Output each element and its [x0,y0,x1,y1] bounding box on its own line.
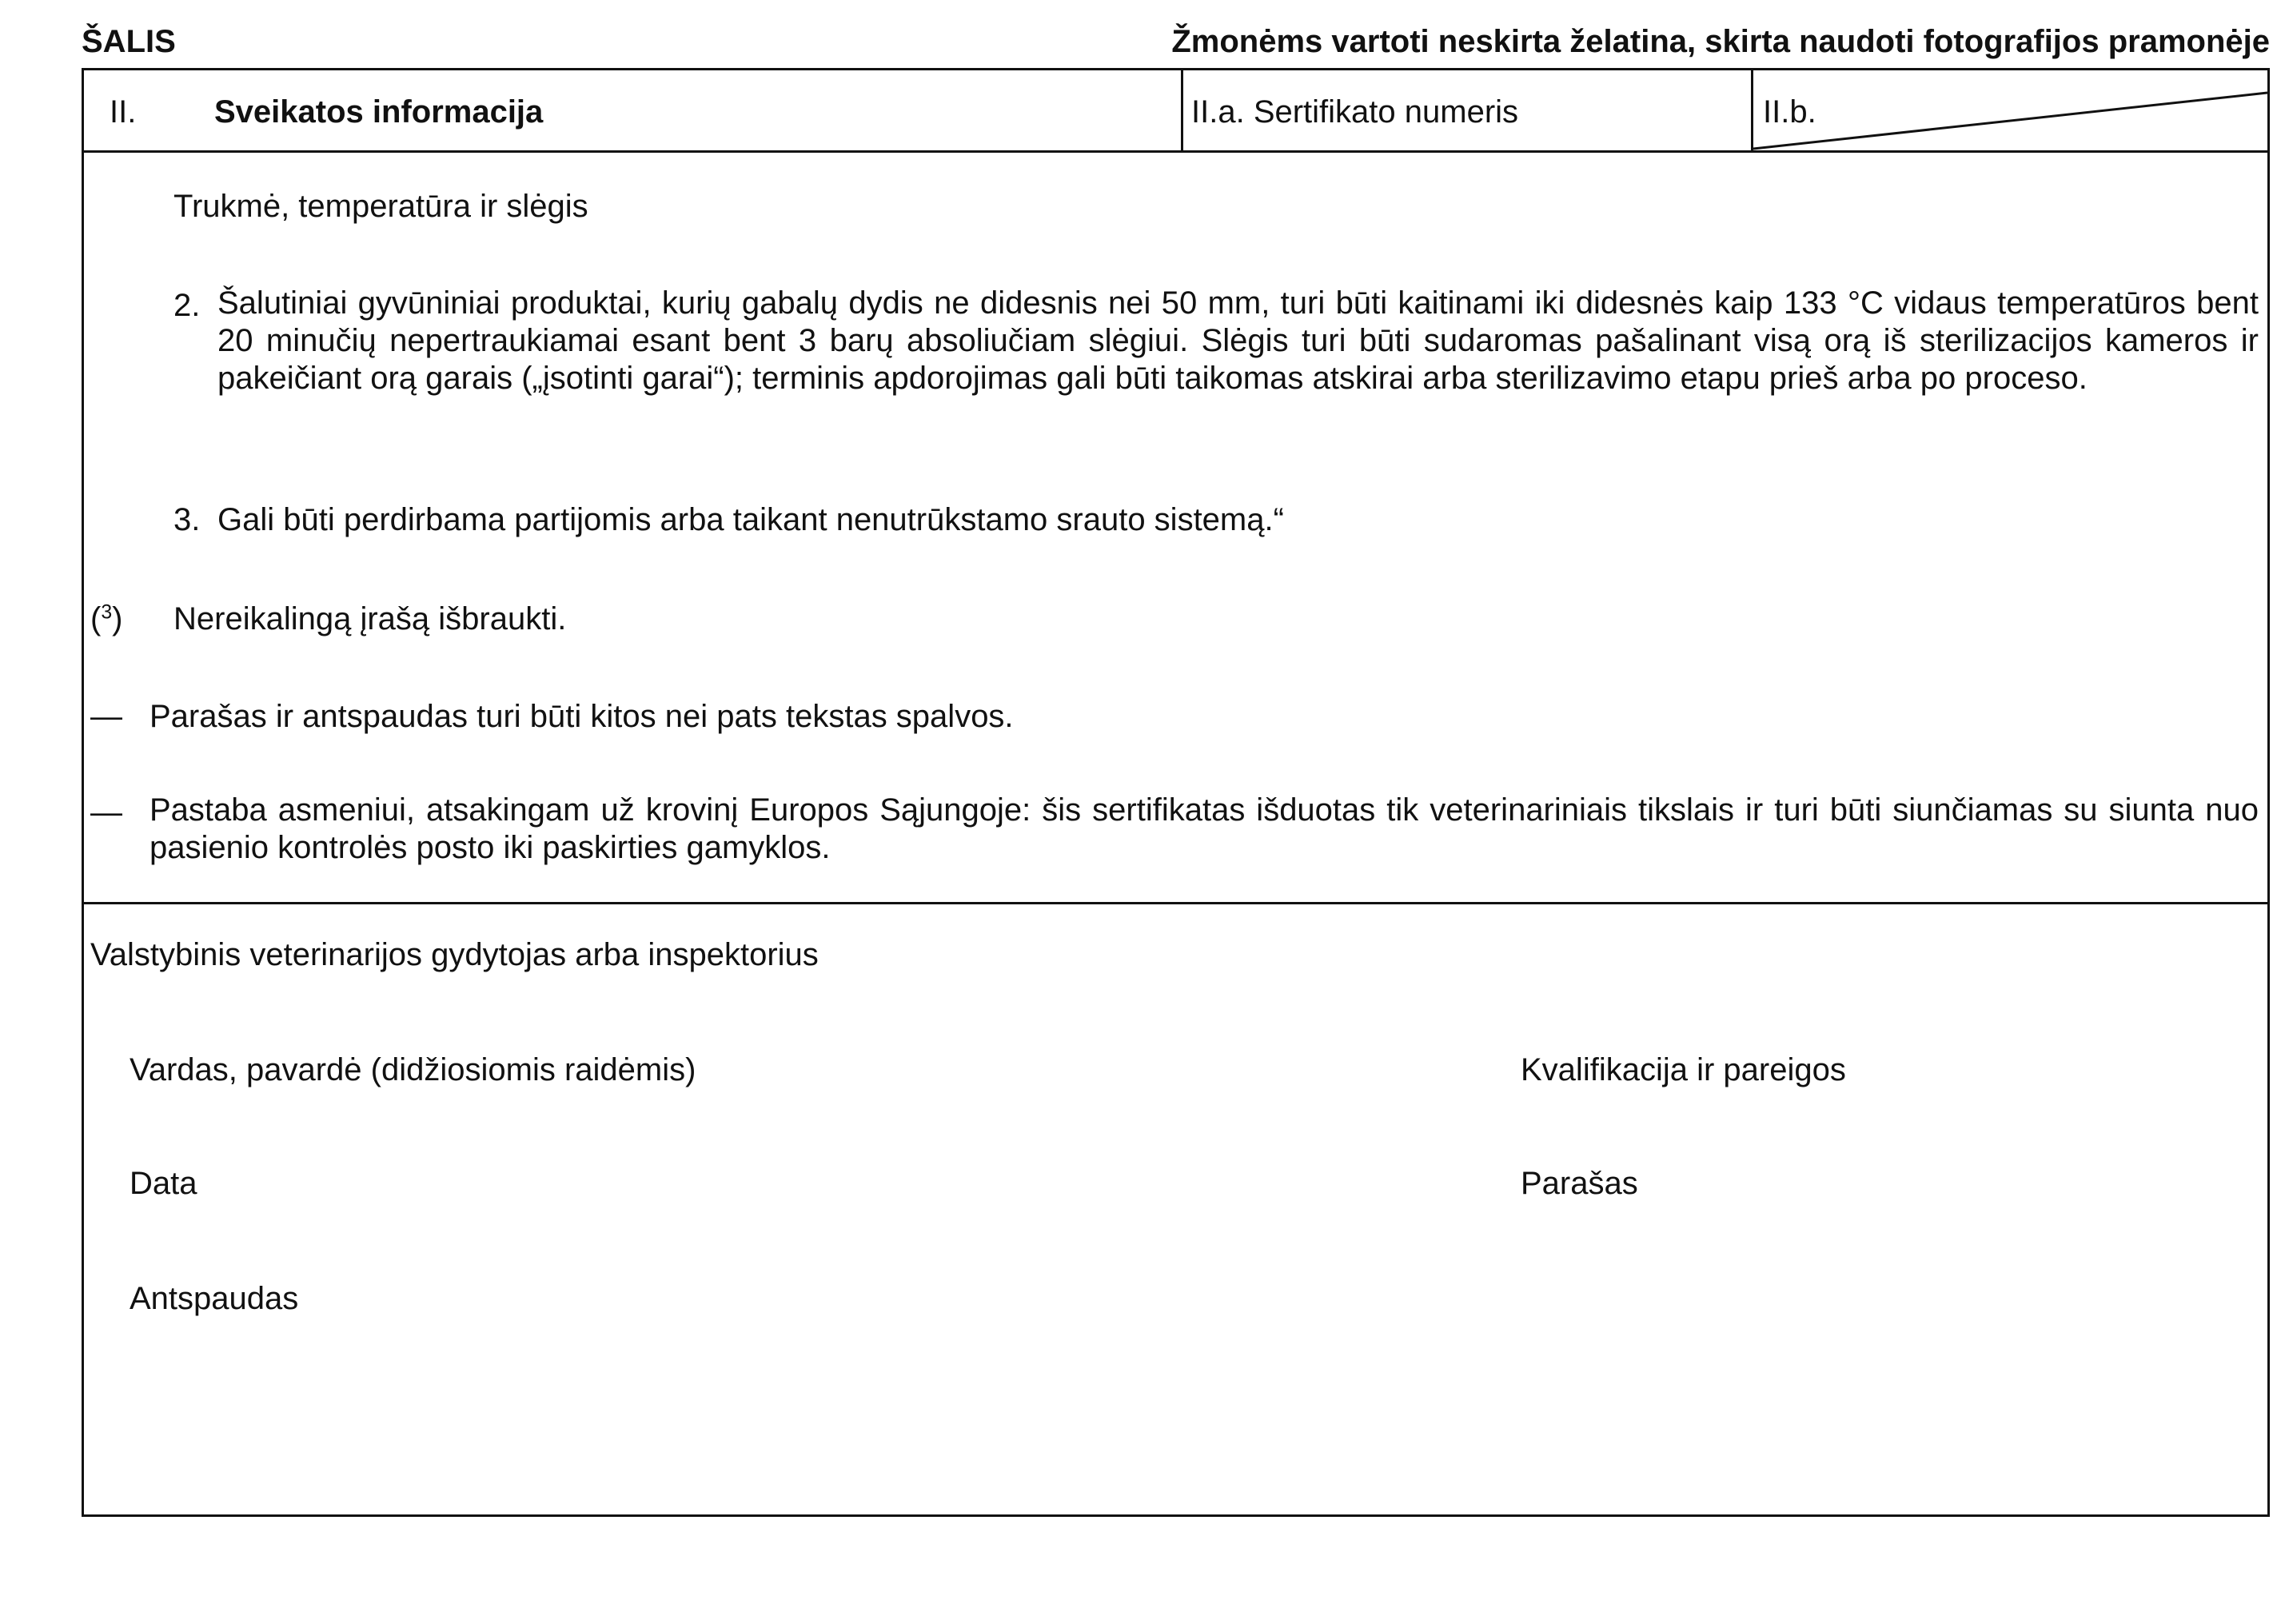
subheading: Trukmė, temperatūra ir slėgis [173,189,588,224]
stamp-label: Antspaudas [130,1281,299,1316]
footnote-open: ( [90,601,102,636]
note1-text: Parašas ir antspaudas turi būti kitos nei pats tekstas spalvos. [150,699,1014,734]
footnote-close: ) [112,601,123,636]
section-number: II. [110,94,137,130]
note1-dash: — [90,699,122,734]
section-title: Sveikatos informacija [214,94,544,130]
item2-text: Šalutiniai gyvūniniai produktai, kurių gabalų dydis ne didesnis nei 50 mm, turi būti kaitinami iki didesnės kaip 133 °C vidaus temperatūros bent 20 minučių nepertraukiamai esant bent 3 barų absoliučiam slėgiui. Slėgis turi būti sudaromas pašalinant visą orą iš sterilizacijos kameros ir pakeičiant orą garais („įsotinti garai“); terminis apdorojimas gali būti taikomas atskirai arba sterilizavimo etapu prieš arba po proceso. [217,285,2259,396]
document-title: Žmonėms vartoti neskirta želatina, skirta naudoti fotografijos pramonėje [1171,24,2270,59]
signature-label: Parašas [1521,1166,1638,1201]
note2-text: Pastaba asmeniui, atsakingam už krovinį Europos Sąjungoje: šis sertifikatas išduotas tik veterinariniais tikslais ir turi būti siunčiamas su siunta nuo pasienio kontrolės posto iki paskirties gamyklos. [150,792,2259,865]
item3-text: Gali būti perdirbama partijomis arba taikant nenutrūkstamo srauto sistemą.“ [217,502,1284,537]
item3-number: 3. [173,502,201,537]
footnote-marker [90,600,122,638]
certificate-frame [82,68,2270,1517]
official-label: Valstybinis veterinarijos gydytojas arba inspektorius [90,937,819,972]
header-col-divider-1 [1181,70,1183,150]
qualification-label: Kvalifikacija ir pareigos [1521,1052,1846,1087]
country-label: ŠALIS [82,24,176,59]
ref-label: II.b. [1763,94,1816,130]
footnote-text: Nereikalingą įrašą išbraukti. [173,601,567,636]
diagonal-strike-line [1753,70,2267,152]
item2-number: 2. [173,288,201,323]
signature-section-divider [84,902,2267,904]
footnote-number: 3 [101,601,113,624]
cert-number-label: II.a. Sertifikato numeris [1191,94,1519,130]
note2-dash: — [90,795,122,830]
date-label: Data [130,1166,197,1201]
name-label: Vardas, pavardė (didžiosiomis raidėmis) [130,1052,696,1087]
